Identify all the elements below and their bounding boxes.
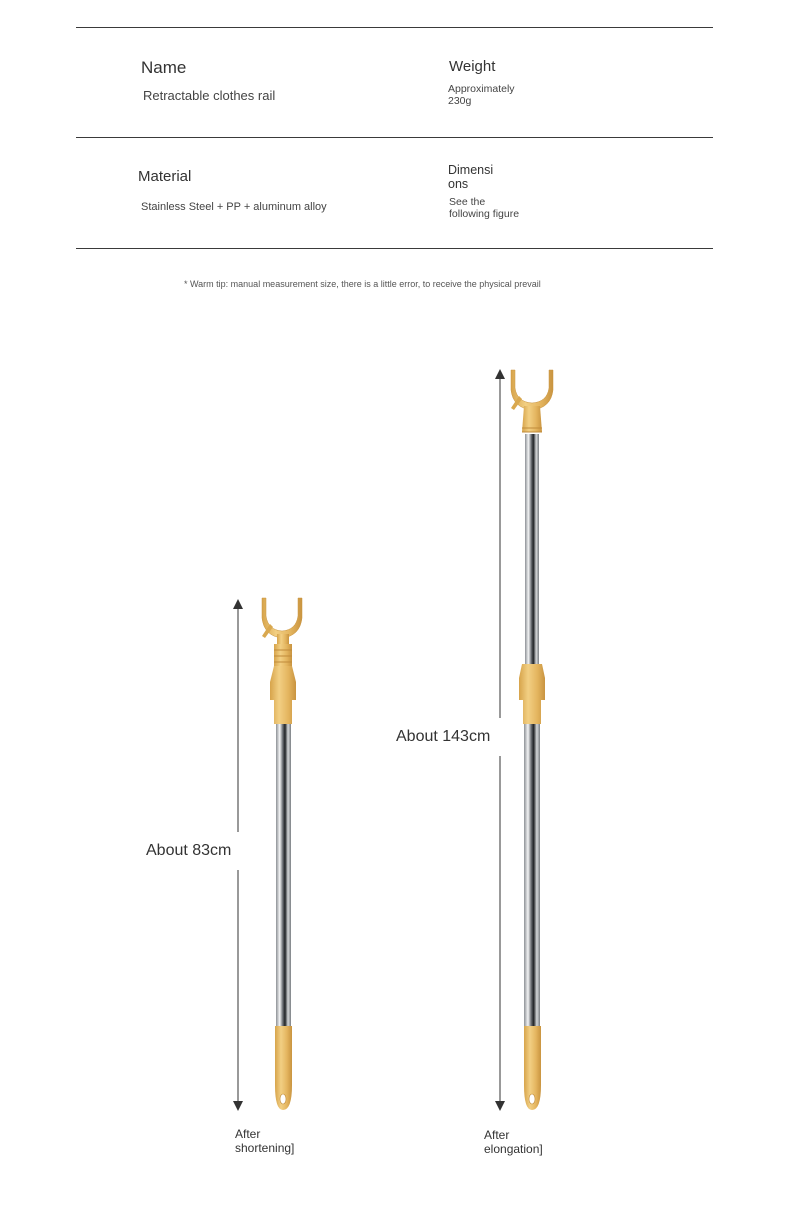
long-steel-tube-lower [524, 722, 540, 1032]
material-value: Stainless Steel + PP + aluminum alloy [141, 201, 327, 213]
weight-value: Approximately 230g [448, 83, 515, 107]
name-value: Retractable clothes rail [143, 88, 276, 103]
short-steel-tube [276, 722, 291, 1032]
long-length-label: About 143cm [396, 728, 491, 745]
long-hang-hole-icon [529, 1094, 535, 1104]
material-label: Material [138, 168, 192, 185]
long-steel-tube-upper [525, 434, 539, 666]
short-pole [238, 598, 302, 1110]
short-length-label: About 83cm [146, 842, 232, 859]
long-pole [500, 370, 553, 1110]
warm-tip: * Warm tip: manual measurement size, there is a little error, to receive the physical prevail [184, 279, 541, 289]
dimensions-value: See the following figure [449, 196, 520, 220]
short-caption: After shortening] [235, 1127, 295, 1155]
weight-label: Weight [449, 58, 496, 75]
short-lock-collar [270, 666, 296, 724]
long-lock-collar [519, 664, 545, 724]
short-hang-hole-icon [280, 1094, 286, 1104]
name-label: Name [141, 58, 187, 77]
long-caption: After elongation] [484, 1128, 543, 1156]
dimensions-label: Dimensi ons [448, 163, 494, 191]
